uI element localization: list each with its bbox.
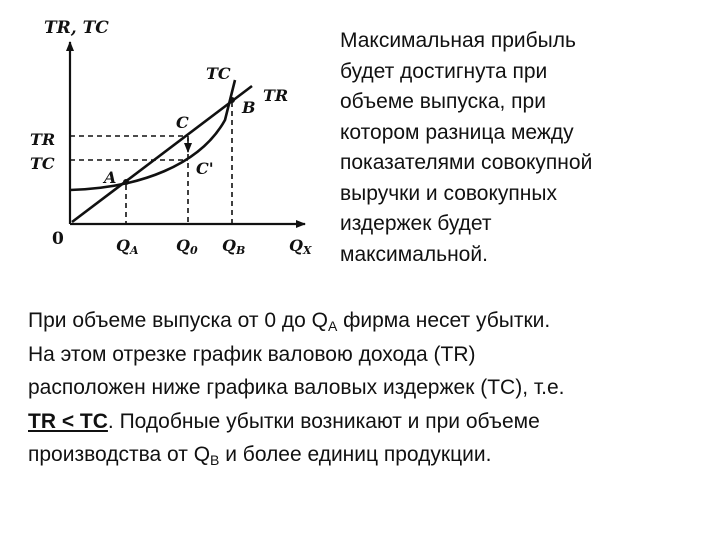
side-text-line: объеме выпуска, при: [340, 90, 546, 113]
origin-label: 0: [52, 229, 64, 249]
point-c-prime-label: C': [196, 159, 214, 178]
tr-line: [72, 86, 252, 222]
loss-text-line-4: [28, 405, 718, 439]
loss-text-part: производства от Q: [28, 443, 211, 466]
point-b-label: B: [242, 98, 256, 117]
subscript-a: A: [327, 318, 338, 334]
tr-less-tc-emphasis: TR < TC: [28, 409, 108, 433]
tr-line-label: TR: [263, 86, 289, 105]
x-tick-qb: QB: [222, 236, 246, 257]
side-text-line: будет достигнута при: [340, 59, 548, 83]
side-text-line: максимальной.: [340, 242, 488, 266]
loss-explanation: [28, 304, 718, 472]
tc-curve-label: TC: [206, 64, 231, 83]
loss-text-part: . Подобные убытки возникают и при объеме: [107, 409, 540, 433]
loss-text-part: и более единиц продукции.: [219, 443, 492, 466]
point-a-dot: [123, 179, 129, 185]
loss-text-part: При объеме выпуска от 0 до Q: [28, 309, 328, 332]
loss-text-line-5: [28, 438, 718, 472]
point-c-label: C: [176, 113, 189, 132]
loss-text-line-3: расположен ниже графика валовых издержек (TC), т.е.: [28, 376, 565, 399]
point-b-dot: [229, 97, 235, 103]
side-text-line: Максимальная прибыль: [340, 29, 576, 52]
x-tick-qa: QA: [116, 236, 139, 257]
x-tick-qx: QX: [289, 236, 312, 257]
loss-text-part: фирма несет убытки.: [337, 309, 551, 332]
x-tick-q0: Q0: [176, 236, 198, 257]
subscript-b: B: [210, 452, 220, 468]
max-profit-explanation: [340, 26, 712, 270]
side-text-line: показателями совокупной: [340, 151, 593, 174]
loss-text-line-2: На этом отрезке график валовою дохода (TR): [28, 342, 476, 366]
point-a-label: A: [104, 168, 117, 187]
y-axis-label: TR, TC: [44, 18, 109, 38]
side-text-line: издержек будет: [340, 212, 492, 235]
side-text-line: котором разница между: [340, 120, 574, 144]
left-tr-label: TR: [30, 130, 56, 149]
tr-tc-graph: [0, 0, 330, 280]
side-text-line: выручки и совокупных: [340, 181, 557, 205]
left-tc-label: TC: [30, 154, 55, 173]
loss-text-line-1: [28, 304, 718, 338]
